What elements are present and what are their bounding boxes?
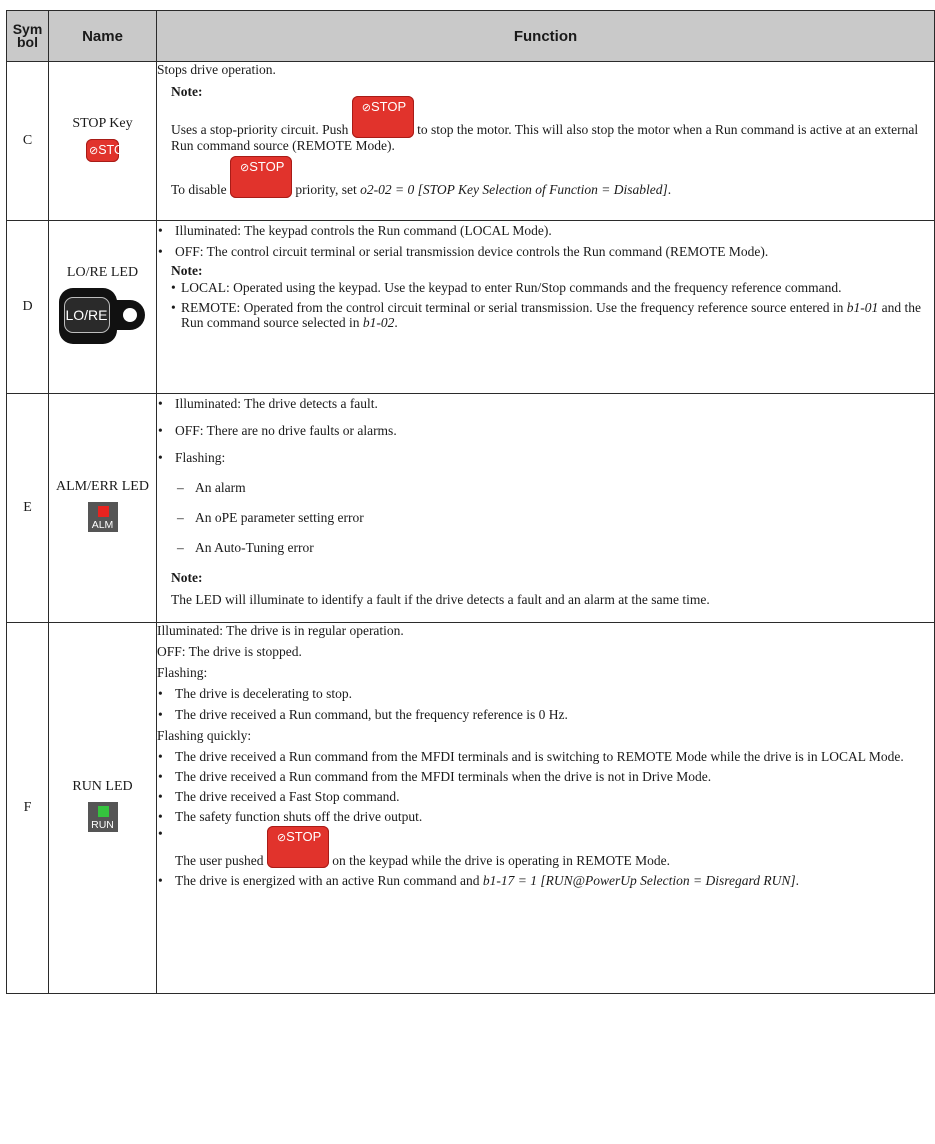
row-name-cell	[49, 221, 157, 394]
row-name: RUN LED	[72, 779, 133, 794]
row-name-cell	[49, 394, 157, 623]
row-name: ALM/ERR LED	[56, 479, 149, 494]
row-function	[157, 623, 935, 994]
stop-key-label: STOP	[98, 142, 133, 157]
run-led-icon	[88, 802, 118, 832]
lore-key-label: LO/RE	[64, 297, 110, 333]
list-item: – An alarm	[177, 480, 934, 496]
note-text: The LED will illuminate to identify a fault if the drive detects a fault and an alarm at the same time.	[171, 592, 710, 607]
lore-key-icon	[59, 288, 147, 344]
list-item: • OFF: The control circuit terminal or serial transmission device controls the Run command (REMOTE Mode).	[157, 244, 934, 260]
stop-key-icon: ⊘STOP	[230, 156, 292, 198]
alm-led-icon	[88, 502, 118, 532]
function-text: OFF: The drive is stopped.	[157, 644, 302, 659]
row-symbol: F	[7, 623, 49, 994]
list-item: – An oPE parameter setting error	[177, 510, 934, 526]
header-symbol: Sym bol	[7, 11, 49, 62]
table-row-stop-key	[7, 62, 935, 221]
note-heading: Note:	[171, 263, 203, 278]
list-item: • The drive received a Fast Stop command.	[157, 789, 934, 804]
header-row	[7, 11, 935, 62]
list-item: • The drive received a Run command from the MFDI terminals when the drive is not in Drive Mode.	[157, 769, 934, 784]
row-name-cell	[49, 623, 157, 994]
list-item: • The drive received a Run command, but the frequency reference is 0 Hz.	[157, 707, 934, 723]
list-item: • REMOTE: Operated from the control circuit terminal or serial transmission. Use the frequency reference source entered in b1-01 and the Run command source selected in b1-02.	[171, 300, 934, 330]
row-symbol: C	[7, 62, 49, 221]
note-heading: Note:	[171, 84, 203, 99]
led-dot-icon	[123, 308, 137, 322]
table-row-alm-led	[7, 394, 935, 623]
list-item: • Flashing:	[157, 450, 934, 466]
row-symbol: D	[7, 221, 49, 394]
function-table	[6, 10, 935, 994]
list-item: • The drive received a Run command from the MFDI terminals and is switching to REMOTE Mode while the drive is in LOCAL Mode.	[157, 749, 934, 764]
list-item: • Illuminated: The drive detects a fault.	[157, 396, 934, 412]
parameter-ref: o2-02 = 0 [STOP Key Selection of Function = Disabled]	[360, 182, 668, 197]
stop-key-icon: ⊘STOP	[352, 96, 414, 138]
row-name-cell	[49, 62, 157, 221]
table-row-lore-led	[7, 221, 935, 394]
list-item: • LOCAL: Operated using the keypad. Use the keypad to enter Run/Stop commands and the frequency reference command.	[171, 280, 934, 295]
function-text: Flashing:	[157, 665, 208, 680]
note-text: Uses a stop-priority circuit. Push ⊘STOP to stop the motor. This will also stop the motor when a Run command is active at an external Run command source (REMOTE Mode).	[171, 96, 934, 154]
list-item: • Illuminated: The keypad controls the Run command (LOCAL Mode).	[157, 223, 934, 239]
list-item: • OFF: There are no drive faults or alarms.	[157, 423, 934, 439]
row-name: LO/RE LED	[66, 265, 139, 280]
function-text: Stops drive operation.	[157, 62, 276, 77]
table-row-run-led	[7, 623, 935, 994]
row-name: STOP Key	[72, 115, 133, 131]
list-item: • The user pushed ⊘STOP on the keypad while the drive is operating in REMOTE Mode.	[157, 826, 934, 868]
list-item: • The safety function shuts off the drive output.	[157, 809, 934, 824]
row-function	[157, 394, 935, 623]
list-item: • The drive is energized with an active Run command and b1-17 = 1 [RUN@PowerUp Selection = Disregard RUN].	[157, 873, 934, 888]
row-function	[157, 221, 935, 394]
function-text: Flashing quickly:	[157, 728, 252, 743]
note-heading: Note:	[171, 570, 203, 585]
header-name: Name	[49, 11, 157, 62]
disable-text: To disable ⊘STOP priority, set o2-02 = 0 [STOP Key Selection of Function = Disabled].	[171, 156, 934, 198]
header-function: Function	[157, 11, 935, 62]
row-symbol: E	[7, 394, 49, 623]
stop-key-icon: ⊘STOP	[86, 139, 119, 162]
row-function	[157, 62, 935, 221]
led-label: ALM	[91, 519, 114, 531]
function-text: Illuminated: The drive is in regular operation.	[157, 623, 404, 638]
list-item: – An Auto-Tuning error	[177, 540, 934, 556]
led-label: RUN	[91, 819, 114, 831]
stop-key-icon: ⊘STOP	[267, 826, 329, 868]
list-item: • The drive is decelerating to stop.	[157, 686, 934, 702]
